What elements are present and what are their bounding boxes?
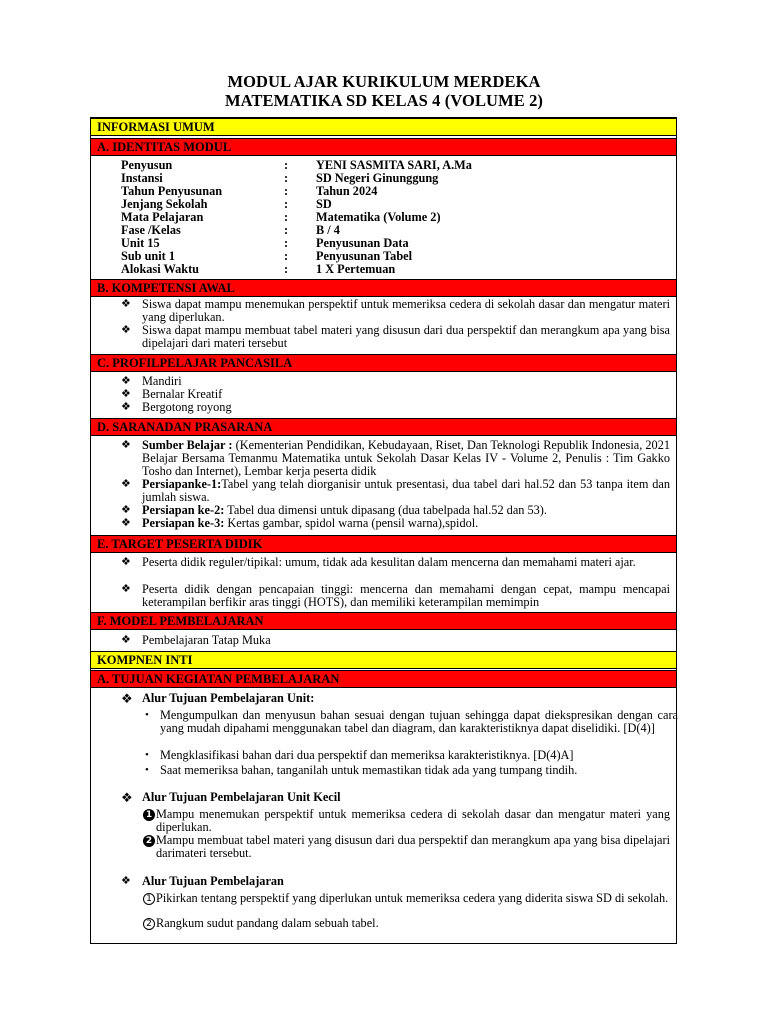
- identitas-label: Tahun Penyusunan: [121, 184, 223, 198]
- diamond-bullet-icon: ❖: [121, 691, 133, 706]
- subheading-unit: Alur Tujuan Pembelajaran Unit:: [142, 691, 315, 705]
- list-item: Pembelajaran Tatap Muka: [142, 633, 271, 647]
- identitas-label: Jenjang Sekolah: [121, 197, 208, 211]
- list-item: Bergotong royong: [142, 400, 232, 414]
- identitas-value: B / 4: [316, 223, 340, 237]
- list-item: Mengklasifikasi bahan dari dua perspektif dan memeriksa karakteristiknya. [D(4)A]: [160, 748, 574, 762]
- page-title: [0, 72, 768, 110]
- list-item: [142, 439, 670, 478]
- item-text: Kertas gambar, spidol warna (pensil warna),spidol.: [224, 516, 479, 530]
- item-label: Persiapanke-1:: [142, 477, 222, 491]
- list-item: Saat memeriksa bahan, tanganilah untuk memastikan tidak ada yang tumpang tindih.: [160, 763, 578, 777]
- number-1-icon: 1: [143, 893, 155, 905]
- identitas-label: Fase /Kelas: [121, 223, 181, 237]
- list-item: [156, 917, 379, 930]
- dot-bullet-icon: •: [145, 764, 149, 776]
- identitas-sep: :: [284, 249, 289, 263]
- list-item: Siswa dapat mampu membuat tabel materi yang disusun dari dua perspektif dan merangkum apa yang bisa dipelajari dari materi tersebut: [142, 323, 670, 350]
- diamond-bullet-icon: ❖: [121, 556, 131, 568]
- item-text: Mampu menemukan perspektif untuk memeriksa cedera di sekolah dasar dan mengatur materi yang diperlukan.: [156, 807, 670, 834]
- identitas-sep: :: [284, 223, 289, 237]
- section-band-identitas: A. IDENTITAS MODUL: [91, 138, 676, 156]
- item-text: (Kementerian Pendidikan, Kebudayaan, Riset, Dan Teknologi Republik Indonesia, 2021 Belajar Bersama Temanmu Matematika untuk Sekolah Dasar Kelas IV - Volume 2, Penulis : Tim Gakko Tosho dan Internet), Lembar kerja peserta didik: [142, 438, 670, 478]
- title-line-2: MATEMATIKA SD KELAS 4 (VOLUME 2): [224, 91, 544, 110]
- diamond-bullet-icon: ❖: [121, 634, 131, 646]
- list-item: [156, 834, 670, 860]
- dot-bullet-icon: •: [145, 709, 149, 721]
- list-item: Bernalar Kreatif: [142, 387, 223, 401]
- section-band-profil: C. PROFILPELAJAR PANCASILA: [91, 354, 676, 372]
- section-band-target: E. TARGET PESERTA DIDIK: [91, 535, 676, 553]
- identitas-sep: :: [284, 158, 289, 172]
- identitas-value: Tahun 2024: [316, 184, 378, 198]
- identitas-sep: :: [284, 171, 289, 185]
- identitas-value: Matematika (Volume 2): [316, 210, 441, 224]
- title-line-1: MODUL AJAR KURIKULUM MERDEKA: [227, 72, 541, 91]
- item-text: Tabel dua dimensi untuk dipasang (dua tabelpada hal.52 dan 53).: [224, 503, 547, 517]
- list-item: Peserta didik reguler/tipikal: umum, tidak ada kesulitan dalam mencerna dan memahami materi ajar.: [142, 555, 636, 569]
- item-label: Persiapan ke-2:: [142, 503, 225, 517]
- identitas-sep: :: [284, 262, 289, 276]
- number-2-icon: 2: [143, 835, 155, 847]
- identitas-value: 1 X Pertemuan: [316, 262, 396, 276]
- identitas-value: SD: [316, 197, 332, 211]
- list-item: [142, 517, 478, 530]
- item-text: Rangkum sudut pandang dalam sebuah tabel.: [156, 916, 379, 930]
- diamond-bullet-icon: ❖: [121, 401, 131, 413]
- diamond-bullet-icon: ❖: [121, 298, 131, 310]
- list-item: [156, 808, 670, 834]
- identitas-label: Sub unit 1: [121, 249, 176, 263]
- identitas-value: YENI SASMITA SARI, A.Ma: [316, 158, 472, 172]
- section-band-informasi-umum: INFORMASI UMUM: [91, 118, 676, 136]
- section-band-komponen-inti: KOMPNEN INTI: [91, 651, 676, 669]
- diamond-bullet-icon: ❖: [121, 504, 131, 516]
- identitas-label: Alokasi Waktu: [121, 262, 200, 276]
- section-band-tujuan: A. TUJUAN KEGIATAN PEMBELAJARAN: [91, 670, 676, 688]
- dot-bullet-icon: •: [145, 749, 149, 761]
- list-item: Mandiri: [142, 374, 182, 388]
- subheading-pembelajaran: Alur Tujuan Pembelajaran: [142, 874, 284, 888]
- diamond-bullet-icon: ❖: [121, 478, 131, 490]
- section-band-sarana: D. SARANADAN PRASARANA: [91, 418, 676, 436]
- item-label: Sumber Belajar :: [142, 438, 233, 452]
- list-item: Peserta didik dengan pencapaian tinggi: mencerna dan memahami dengan cepat, mampu mencapai keterampilan berfikir aras tinggi (HOTS), dan memiliki keterampilan memimpin: [142, 582, 670, 609]
- identitas-value: Penyusunan Data: [316, 236, 409, 250]
- identitas-sep: :: [284, 210, 289, 224]
- diamond-bullet-icon: ❖: [121, 790, 133, 805]
- identitas-label: Unit 15: [121, 236, 160, 250]
- item-text: Tabel yang telah diorganisir untuk presentasi, dua tabel dari hal.52 dan 53 tanpa item dan jumlah siswa.: [142, 477, 670, 504]
- diamond-bullet-icon: ❖: [121, 439, 131, 451]
- item-text: Mampu membuat tabel materi yang disusun dari dua perspektif dan merangkum apa yang bisa dipelajari darimateri tersebut.: [156, 833, 670, 860]
- item-label: Persiapan ke-3:: [142, 516, 225, 530]
- identitas-sep: :: [284, 236, 289, 250]
- identitas-label: Mata Pelajaran: [121, 210, 204, 224]
- section-band-kompetensi: B. KOMPETENSI AWAL: [91, 279, 676, 297]
- subheading-unit-kecil: Alur Tujuan Pembelajaran Unit Kecil: [142, 790, 341, 804]
- identitas-label: Penyusun: [121, 158, 173, 172]
- diamond-bullet-icon: ❖: [121, 517, 131, 529]
- number-1-icon: 1: [143, 809, 155, 821]
- identitas-sep: :: [284, 184, 289, 198]
- diamond-bullet-icon: ❖: [121, 583, 131, 595]
- identitas-value: SD Negeri Ginunggung: [316, 171, 439, 185]
- diamond-bullet-icon: ❖: [121, 324, 131, 336]
- diamond-bullet-icon: ❖: [121, 875, 131, 887]
- number-2-icon: 2: [143, 918, 155, 930]
- identitas-label: Instansi: [121, 171, 163, 185]
- list-item: Mengumpulkan dan menyusun bahan sesuai dengan tujuan sehingga dapat diekspresikan dengan cara yang mudah dipahami menggunakan tabel dan diagram, dan karakteristiknya dapat diselidiki. [D(4)]: [160, 708, 678, 735]
- section-band-model: F. MODEL PEMBELAJARAN: [91, 612, 676, 630]
- list-item: [156, 892, 670, 905]
- identitas-value: Penyusunan Tabel: [316, 249, 413, 263]
- item-text: Pikirkan tentang perspektif yang diperlukan untuk memeriksa cedera yang diderita siswa SD di sekolah.: [156, 891, 669, 905]
- diamond-bullet-icon: ❖: [121, 375, 131, 387]
- list-item: Siswa dapat mampu menemukan perspektif untuk memeriksa cedera di sekolah dasar dan mengatur materi yang diperlukan.: [142, 297, 670, 324]
- identitas-sep: :: [284, 197, 289, 211]
- list-item: [142, 478, 670, 504]
- diamond-bullet-icon: ❖: [121, 388, 131, 400]
